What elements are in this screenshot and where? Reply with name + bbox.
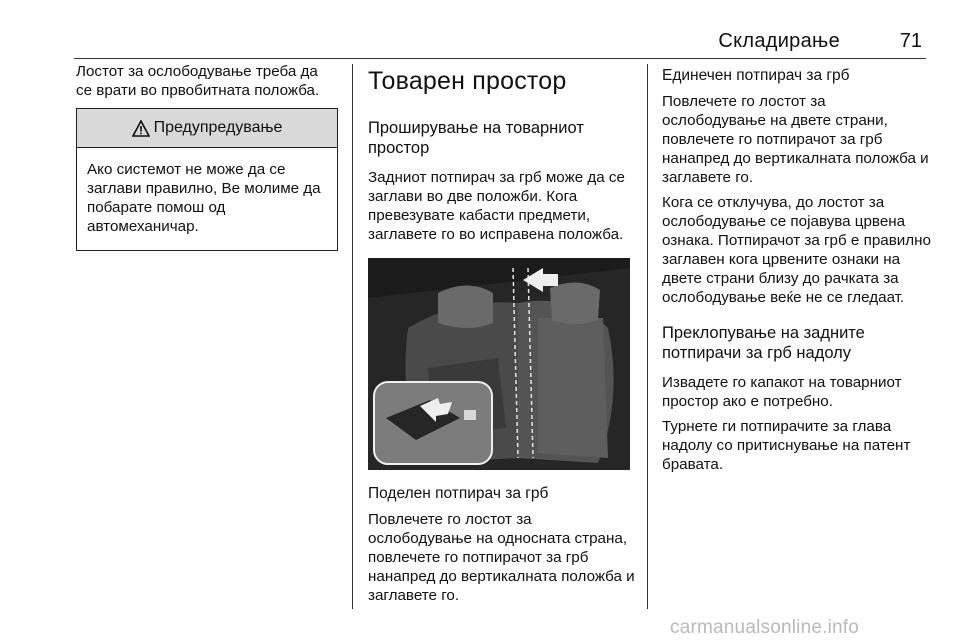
column-2	[368, 62, 636, 605]
warning-title: Предупредување	[153, 119, 283, 136]
warning-text: Ако системот не може да се заглави правилно, Ве молиме да побарате помош од автомеханичар.	[87, 161, 321, 235]
intro-paragraph: Лостот за ослободување треба да се врати во првобитната положба.	[76, 63, 320, 99]
fold-backrest-text-2: Турнете ги потпирачите за глава надолу со притиснување на патент бравата.	[662, 418, 911, 473]
section-intro: Задниот потпирач за грб може да се заглави во две положби. Кога превезувате кабасти предмети, заглавете го во исправена положба.	[368, 169, 625, 243]
header-rule	[74, 58, 926, 59]
fold-backrest-text-1: Извадете го капакот на товарниот простор ако е потребно.	[662, 374, 902, 410]
column-3	[662, 62, 932, 474]
section-title: Товарен простор	[368, 67, 567, 95]
split-backrest-text: Повлечете го лостот за ослободување на односната страна, повлечете го потпирачот за грб нанапред до вертикалната положба и заглавете го.	[368, 511, 635, 604]
page-header-title: Складирање	[718, 30, 840, 52]
single-backrest-text-2: Кога се отклучува, до лостот за ослободување се појавува црвена ознака. Потпирачот за грб е правилно заглавен кога црвените ознаки на двете страни близу до рачката за ослободување веќе не се гледаат.	[662, 194, 931, 306]
column-divider-1	[352, 64, 353, 609]
split-backrest-heading: Поделен потпирач за грб	[368, 485, 549, 502]
single-backrest-heading: Единечен потпирач за грб	[662, 67, 850, 84]
watermark: carmanualsonline.info	[670, 617, 860, 638]
column-1	[76, 62, 338, 251]
fold-backrest-heading: Преклопување на задните потпирачи за грб надолу	[662, 324, 865, 362]
rear-seat-figure	[368, 258, 630, 470]
single-backrest-text-1: Повлечете го лостот за ослободување на двете страни, повлечете го потпирачот за грб нанапред до вертикалната положба и заглавете го.	[662, 93, 929, 186]
rear-seat-release-lever-illustration	[368, 258, 630, 470]
warning-header	[77, 109, 337, 148]
section-subtitle: Проширување на товарниот простор	[368, 119, 584, 157]
warning-triangle-icon	[132, 120, 150, 137]
column-divider-2	[647, 64, 648, 609]
page-number: 71	[899, 30, 922, 52]
warning-box	[76, 108, 338, 251]
